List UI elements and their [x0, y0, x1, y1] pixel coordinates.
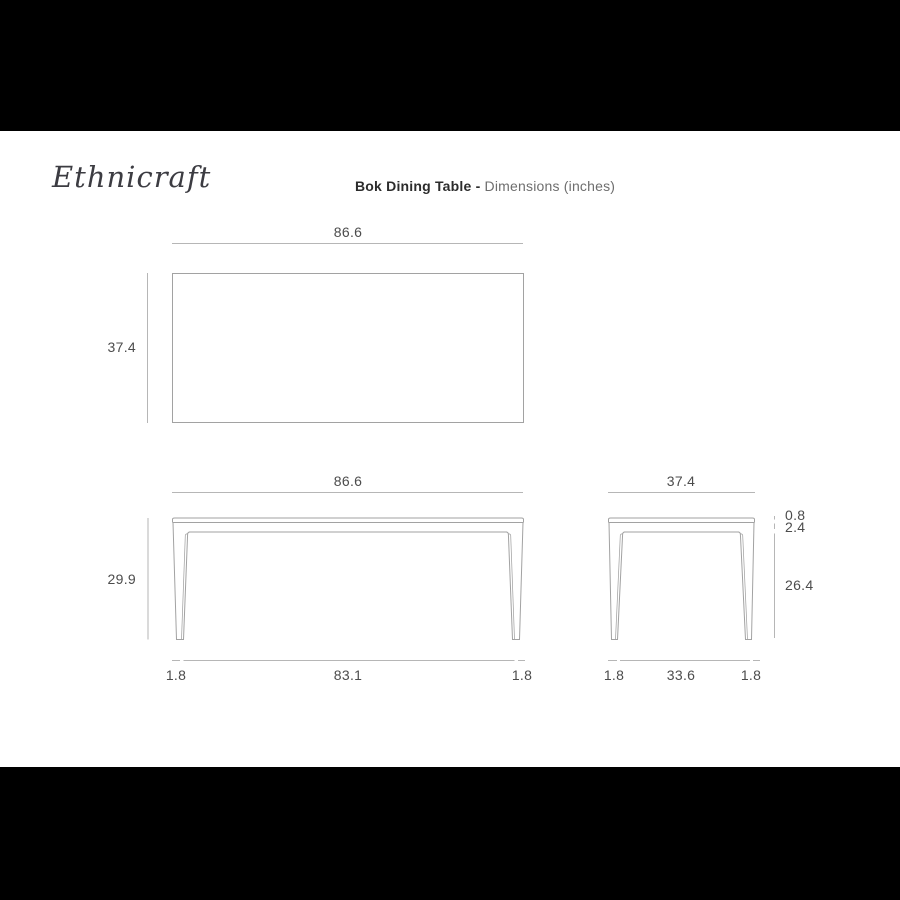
side-top-thickness-label: 0.8 [785, 507, 806, 523]
side-left-leg [609, 523, 625, 640]
brand-logo: Ethnicraft [52, 160, 212, 194]
front-span-label: 83.1 [333, 667, 363, 683]
front-height-label: 29.9 [107, 571, 136, 587]
side-tabletop [609, 518, 755, 523]
top-view-depth-label: 37.4 [107, 339, 136, 355]
product-name: Bok Dining Table - [355, 178, 481, 194]
front-view-drawing [148, 493, 525, 661]
side-leg-right-label: 1.8 [740, 667, 762, 683]
front-tabletop [173, 518, 524, 523]
front-left-leg [173, 523, 190, 640]
front-width-label: 86.6 [333, 473, 363, 489]
side-width-label: 37.4 [666, 473, 696, 489]
tabletop-outline [173, 274, 524, 423]
front-leg-right-label: 1.8 [511, 667, 533, 683]
top-view-drawing [148, 244, 524, 424]
sheet-subtitle: Dimensions (inches) [484, 178, 616, 194]
side-span-label: 33.6 [666, 667, 696, 683]
front-leg-left-label: 1.8 [165, 667, 187, 683]
top-view-width-label: 86.6 [333, 224, 363, 240]
side-view-drawing [608, 493, 775, 661]
side-apron-height-label: 2.4 [785, 519, 806, 535]
side-right-leg [738, 523, 754, 640]
side-leg-height-label: 26.4 [785, 577, 814, 593]
side-leg-left-label: 1.8 [603, 667, 625, 683]
front-right-leg [506, 523, 523, 640]
